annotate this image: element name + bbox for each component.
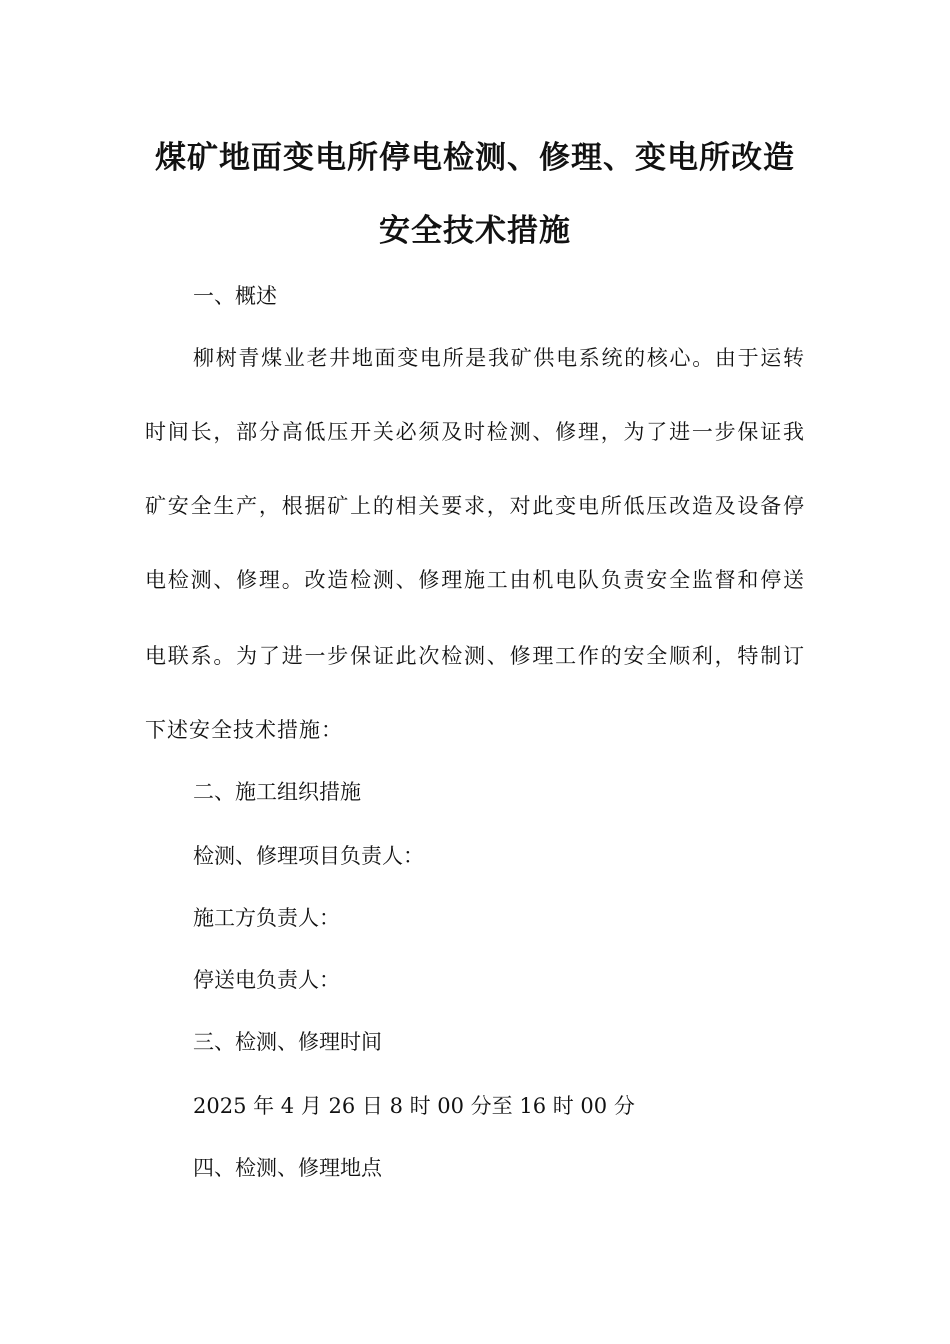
section-3-heading: 三、检测、修理时间 <box>193 1030 382 1054</box>
paragraph-line: 矿安全生产，根据矿上的相关要求，对此变电所低压改造及设备停 <box>145 494 805 518</box>
list-item: 检测、修理项目负责人： <box>193 844 424 868</box>
paragraph-line: 时间长，部分高低压开关必须及时检测、修理，为了进一步保证我 <box>145 420 805 444</box>
document-title-line-2: 安全技术措施 <box>379 213 571 249</box>
inspection-time: 2025 年 4 月 26 日 8 时 00 分至 16 时 00 分 <box>193 1094 635 1118</box>
paragraph-line: 下述安全技术措施： <box>145 718 343 742</box>
paragraph-line: 电检测、修理。改造检测、修理施工由机电队负责安全监督和停送 <box>145 568 805 592</box>
section-2-heading: 二、施工组织措施 <box>193 780 361 804</box>
paragraph-line: 柳树青煤业老井地面变电所是我矿供电系统的核心。由于运转 <box>193 346 805 370</box>
list-item: 施工方负责人： <box>193 906 340 930</box>
section-4-heading: 四、检测、修理地点 <box>193 1156 382 1180</box>
list-item: 停送电负责人： <box>193 968 340 992</box>
paragraph-line: 电联系。为了进一步保证此次检测、修理工作的安全顺利，特制订 <box>145 644 805 668</box>
document-title-line-1: 煤矿地面变电所停电检测、修理、变电所改造 <box>155 140 795 176</box>
section-1-heading: 一、概述 <box>193 284 277 308</box>
